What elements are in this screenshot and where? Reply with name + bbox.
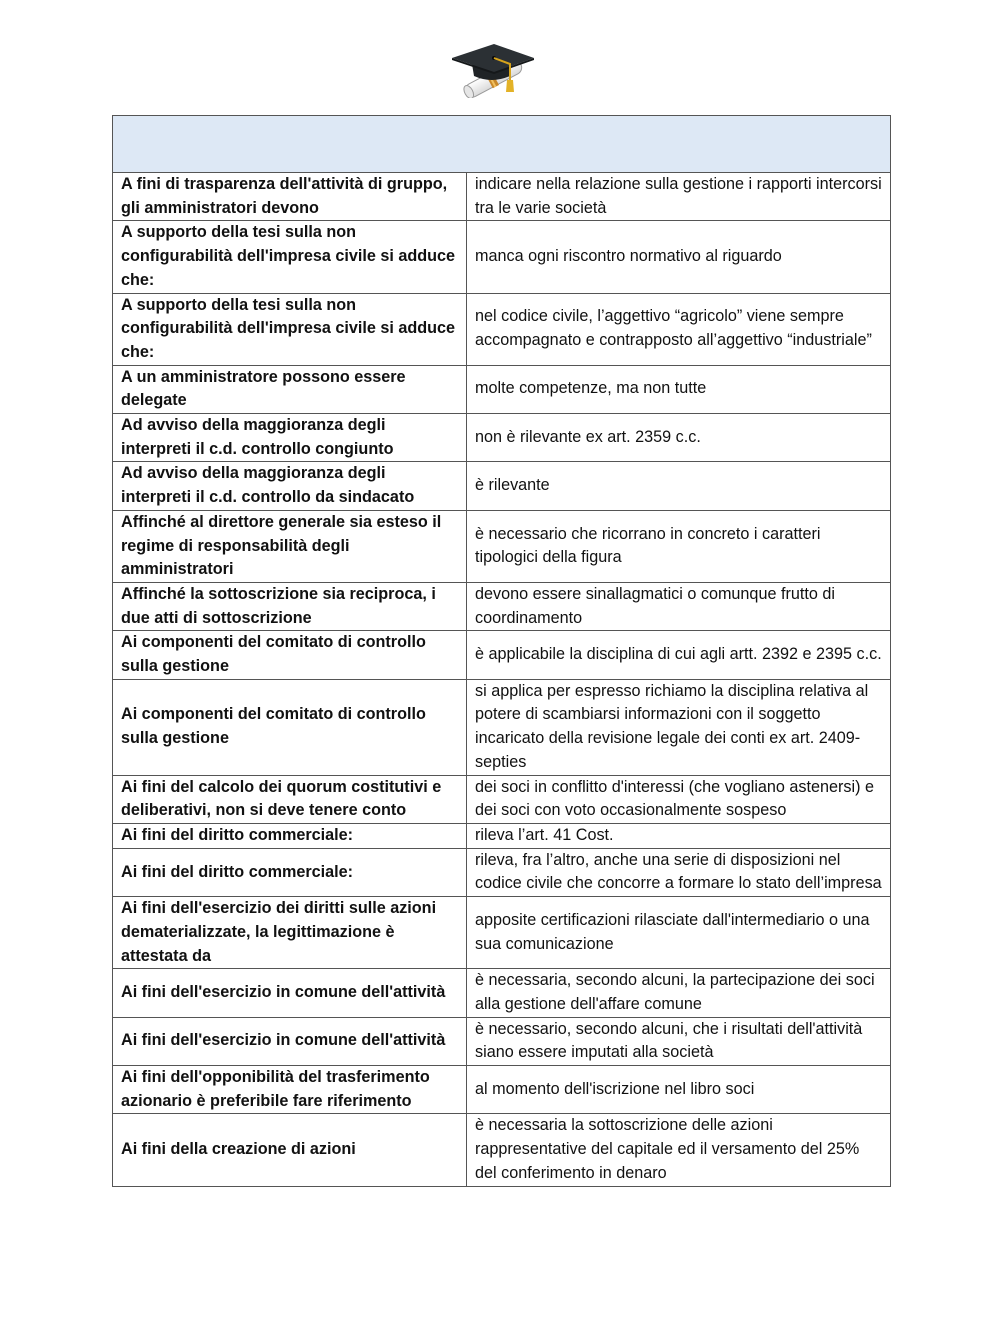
answer-cell: molte competenze, ma non tutte <box>467 365 891 413</box>
question-cell: Ad avviso della maggioranza degli interpreti il c.d. controllo congiunto <box>113 414 467 462</box>
answer-cell: devono essere sinallagmatici o comunque frutto di coordinamento <box>467 582 891 630</box>
question-cell: Ai fini dell'esercizio dei diritti sulle azioni dematerializzate, la legittimazione è attestata da <box>113 897 467 969</box>
table-row <box>113 631 891 679</box>
answer-cell: è necessario che ricorrano in concreto i caratteri tipologici della figura <box>467 510 891 582</box>
answer-cell: è necessaria, secondo alcuni, la partecipazione dei soci alla gestione dell'affare comune <box>467 969 891 1017</box>
table-row <box>113 293 891 365</box>
question-cell: Ai componenti del comitato di controllo sulla gestione <box>113 679 467 775</box>
answer-cell: è applicabile la disciplina di cui agli artt. 2392 e 2395 c.c. <box>467 631 891 679</box>
table-row <box>113 1017 891 1065</box>
question-cell: Affinché al direttore generale sia esteso il regime di responsabilità degli amministratori <box>113 510 467 582</box>
answer-cell: è necessaria la sottoscrizione delle azioni rappresentative del capitale ed il versamento del 25% del conferimento in denaro <box>467 1114 891 1186</box>
answer-cell: è rilevante <box>467 462 891 510</box>
question-cell: A supporto della tesi sulla non configurabilità dell'impresa civile si adduce che: <box>113 293 467 365</box>
table-row <box>113 173 891 221</box>
answer-cell: indicare nella relazione sulla gestione i rapporti intercorsi tra le varie società <box>467 173 891 221</box>
question-answer-table <box>112 115 891 1187</box>
table-header-cell <box>113 116 891 173</box>
question-cell: Ai fini della creazione di azioni <box>113 1114 467 1186</box>
answer-cell: dei soci in conflitto d'interessi (che vogliano astenersi) e dei soci con voto occasionalmente sospeso <box>467 775 891 823</box>
question-cell: A supporto della tesi sulla non configurabilità dell'impresa civile si adduce che: <box>113 221 467 293</box>
table-row <box>113 582 891 630</box>
table-row <box>113 1066 891 1114</box>
question-cell: Ai fini del diritto commerciale: <box>113 823 467 848</box>
table-row <box>113 897 891 969</box>
table-row <box>113 848 891 896</box>
table-row <box>113 510 891 582</box>
table-row <box>113 414 891 462</box>
question-cell: Ai fini del calcolo dei quorum costitutivi e deliberativi, non si deve tenere conto <box>113 775 467 823</box>
question-cell: A un amministratore possono essere delegate <box>113 365 467 413</box>
question-cell: Ad avviso della maggioranza degli interpreti il c.d. controllo da sindacato <box>113 462 467 510</box>
table-row <box>113 775 891 823</box>
table-row <box>113 679 891 775</box>
answer-cell: apposite certificazioni rilasciate dall'intermediario o una sua comunicazione <box>467 897 891 969</box>
question-cell: Ai fini del diritto commerciale: <box>113 848 467 896</box>
answer-cell: nel codice civile, l’aggettivo “agricolo” viene sempre accompagnato e contrapposto all’aggettivo “industriale” <box>467 293 891 365</box>
question-cell: Ai fini dell'opponibilità del trasferimento azionario è preferibile fare riferimento <box>113 1066 467 1114</box>
table-header-row <box>113 116 891 173</box>
table-row <box>113 221 891 293</box>
question-cell: A fini di trasparenza dell'attività di gruppo, gli amministratori devono <box>113 173 467 221</box>
table-row <box>113 969 891 1017</box>
answer-cell: manca ogni riscontro normativo al riguardo <box>467 221 891 293</box>
answer-cell: al momento dell'iscrizione nel libro soci <box>467 1066 891 1114</box>
question-cell: Affinché la sottoscrizione sia reciproca, i due atti di sottoscrizione <box>113 582 467 630</box>
answer-cell: si applica per espresso richiamo la disciplina relativa al potere di scambiarsi informazioni con il soggetto incaricato della revisione legale dei conti ex art. 2409-septies <box>467 679 891 775</box>
table-row <box>113 365 891 413</box>
answer-cell: rileva l’art. 41 Cost. <box>467 823 891 848</box>
question-cell: Ai fini dell'esercizio in comune dell'attività <box>113 1017 467 1065</box>
table-row <box>113 1114 891 1186</box>
table-row <box>113 462 891 510</box>
answer-cell: rileva, fra l’altro, anche una serie di disposizioni nel codice civile che concorre a formare lo stato dell’impresa <box>467 848 891 896</box>
table-row <box>113 823 891 848</box>
graduation-cap-diploma-icon <box>448 34 538 98</box>
question-cell: Ai componenti del comitato di controllo sulla gestione <box>113 631 467 679</box>
question-cell: Ai fini dell'esercizio in comune dell'attività <box>113 969 467 1017</box>
answer-cell: non è rilevante ex art. 2359 c.c. <box>467 414 891 462</box>
answer-cell: è necessario, secondo alcuni, che i risultati dell'attività siano essere imputati alla società <box>467 1017 891 1065</box>
